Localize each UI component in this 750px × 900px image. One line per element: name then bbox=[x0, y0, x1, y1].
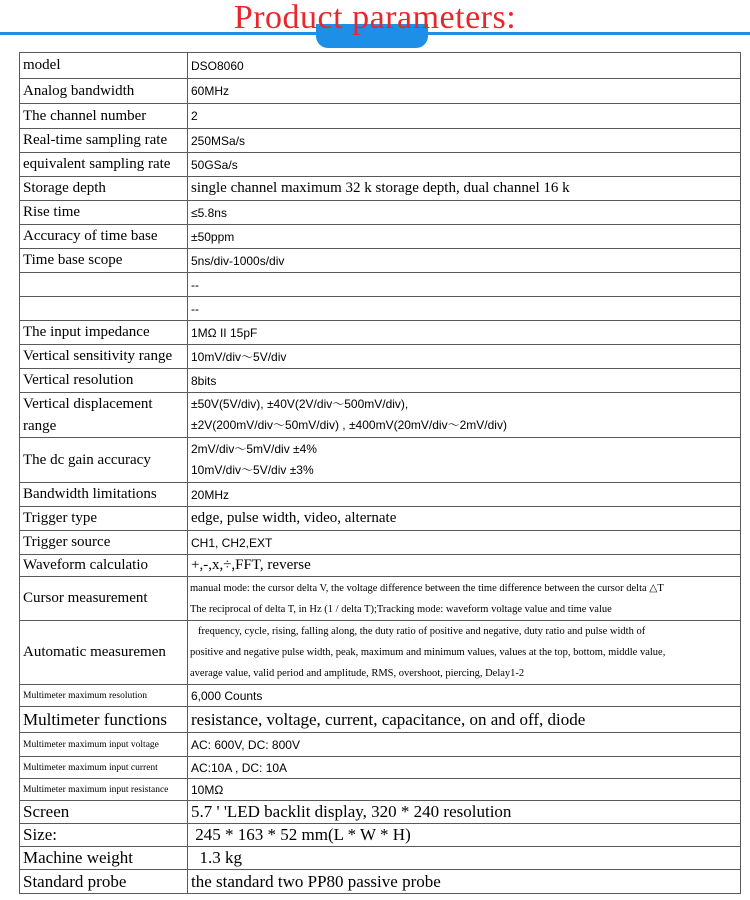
param-value: -- bbox=[188, 273, 741, 297]
param-value-line: average value, valid period and amplitude, RMS, overshoot, piercing, Delay1-2 bbox=[190, 668, 525, 679]
table-row bbox=[20, 53, 741, 79]
table-row bbox=[20, 153, 741, 177]
table-row bbox=[20, 345, 741, 369]
param-value: ≤5.8ns bbox=[188, 201, 741, 225]
param-value-line: ±50V(5V/div), ±40V(2V/div～500mV/div), bbox=[191, 397, 409, 411]
param-label: Automatic measuremen bbox=[20, 621, 188, 685]
table-row bbox=[20, 621, 741, 685]
param-value bbox=[188, 393, 741, 438]
table-row bbox=[20, 297, 741, 321]
param-label: Bandwidth limitations bbox=[20, 483, 188, 507]
param-value-line: 10mV/div～5V/div ±3% bbox=[191, 463, 314, 477]
param-label: model bbox=[20, 53, 188, 79]
table-row bbox=[20, 321, 741, 345]
param-label: Screen bbox=[20, 801, 188, 824]
table-row bbox=[20, 685, 741, 707]
param-value: ±50ppm bbox=[188, 225, 741, 249]
param-label: The dc gain accuracy bbox=[20, 438, 188, 483]
param-value-line: The reciprocal of delta T, in Hz (1 / delta T);Tracking mode: waveform voltage value and time value bbox=[190, 603, 612, 615]
param-value: 250MSa/s bbox=[188, 129, 741, 153]
table-row bbox=[20, 555, 741, 577]
param-value: 8bits bbox=[188, 369, 741, 393]
param-value-line: ±2V(200mV/div～50mV/div) , ±400mV(20mV/div～2mV/div) bbox=[191, 418, 507, 432]
param-label: Multimeter maximum input current bbox=[20, 757, 188, 779]
param-value: 50GSa/s bbox=[188, 153, 741, 177]
table-row bbox=[20, 757, 741, 779]
param-value-line: positive and negative pulse width, peak, maximum and minimum values, values at the top, bottom, middle value, bbox=[190, 647, 666, 658]
table-row bbox=[20, 369, 741, 393]
param-value: resistance, voltage, current, capacitance, on and off, diode bbox=[188, 707, 741, 733]
param-value-line: 2mV/div～5mV/div ±4% bbox=[191, 442, 317, 456]
param-label: Trigger source bbox=[20, 531, 188, 555]
table-row bbox=[20, 507, 741, 531]
param-label: Multimeter maximum input resistance bbox=[20, 779, 188, 801]
param-label: Standard probe bbox=[20, 870, 188, 894]
table-row bbox=[20, 824, 741, 847]
param-label: Size: bbox=[20, 824, 188, 847]
table-row bbox=[20, 201, 741, 225]
param-label: Accuracy of time base bbox=[20, 225, 188, 249]
param-value: 2 bbox=[188, 104, 741, 129]
table-row bbox=[20, 870, 741, 894]
param-value: -- bbox=[188, 297, 741, 321]
param-value: 5.7 ' 'LED backlit display, 320 * 240 resolution bbox=[188, 801, 741, 824]
param-value: CH1, CH2,EXT bbox=[188, 531, 741, 555]
param-value-line: manual mode: the cursor delta V, the voltage difference between the time difference between the cursor delta △T bbox=[190, 582, 664, 594]
table-row bbox=[20, 707, 741, 733]
param-label: equivalent sampling rate bbox=[20, 153, 188, 177]
param-label: Analog bandwidth bbox=[20, 79, 188, 104]
param-value: 1.3 kg bbox=[188, 847, 741, 870]
param-label bbox=[20, 297, 188, 321]
table-row bbox=[20, 531, 741, 555]
page-header bbox=[0, 0, 750, 48]
param-value: 10mV/div～5V/div bbox=[188, 345, 741, 369]
table-row bbox=[20, 393, 741, 438]
param-value: DSO8060 bbox=[188, 53, 741, 79]
table-row bbox=[20, 801, 741, 824]
param-value: 60MHz bbox=[188, 79, 741, 104]
param-value bbox=[188, 577, 741, 621]
param-label: Vertical displacement range bbox=[20, 393, 188, 438]
table-row bbox=[20, 438, 741, 483]
table-row bbox=[20, 104, 741, 129]
param-label bbox=[20, 273, 188, 297]
param-label: Real-time sampling rate bbox=[20, 129, 188, 153]
param-label: Vertical sensitivity range bbox=[20, 345, 188, 369]
param-value: 1MΩ II 15pF bbox=[188, 321, 741, 345]
param-value bbox=[188, 438, 741, 483]
parameters-table bbox=[19, 52, 741, 894]
param-value: +,-,x,÷,FFT, reverse bbox=[188, 555, 741, 577]
table-row bbox=[20, 847, 741, 870]
param-label: Trigger type bbox=[20, 507, 188, 531]
table-row bbox=[20, 273, 741, 297]
param-value: AC: 600V, DC: 800V bbox=[188, 733, 741, 757]
table-row bbox=[20, 225, 741, 249]
param-label: Multimeter maximum input voltage bbox=[20, 733, 188, 757]
param-value: 20MHz bbox=[188, 483, 741, 507]
param-value: AC:10A , DC: 10A bbox=[188, 757, 741, 779]
table-row bbox=[20, 249, 741, 273]
table-row bbox=[20, 577, 741, 621]
param-label: Time base scope bbox=[20, 249, 188, 273]
table-row bbox=[20, 129, 741, 153]
param-value: 5ns/div-1000s/div bbox=[188, 249, 741, 273]
table-row bbox=[20, 733, 741, 757]
param-label: Rise time bbox=[20, 201, 188, 225]
page-title: Product parameters: bbox=[233, 0, 517, 36]
param-label: Waveform calculatio bbox=[20, 555, 188, 577]
param-label: The channel number bbox=[20, 104, 188, 129]
param-label: Cursor measurement bbox=[20, 577, 188, 621]
param-value: edge, pulse width, video, alternate bbox=[188, 507, 741, 531]
param-label: Multimeter functions bbox=[20, 707, 188, 733]
param-label: Machine weight bbox=[20, 847, 188, 870]
param-label: The input impedance bbox=[20, 321, 188, 345]
param-value: 6,000 Counts bbox=[188, 685, 741, 707]
param-value: 245 * 163 * 52 mm(L * W * H) bbox=[188, 824, 741, 847]
param-value: single channel maximum 32 k storage depth, dual channel 16 k bbox=[188, 177, 741, 201]
param-value: 10MΩ bbox=[188, 779, 741, 801]
param-value bbox=[188, 621, 741, 685]
table-row bbox=[20, 177, 741, 201]
param-label: Vertical resolution bbox=[20, 369, 188, 393]
param-value: the standard two PP80 passive probe bbox=[188, 870, 741, 894]
table-row bbox=[20, 79, 741, 104]
param-value-line: frequency, cycle, rising, falling along, the duty ratio of positive and negative, duty ratio and pulse width of bbox=[198, 626, 646, 637]
param-label: Multimeter maximum resolution bbox=[20, 685, 188, 707]
param-label: Storage depth bbox=[20, 177, 188, 201]
table-row bbox=[20, 483, 741, 507]
table-row bbox=[20, 779, 741, 801]
